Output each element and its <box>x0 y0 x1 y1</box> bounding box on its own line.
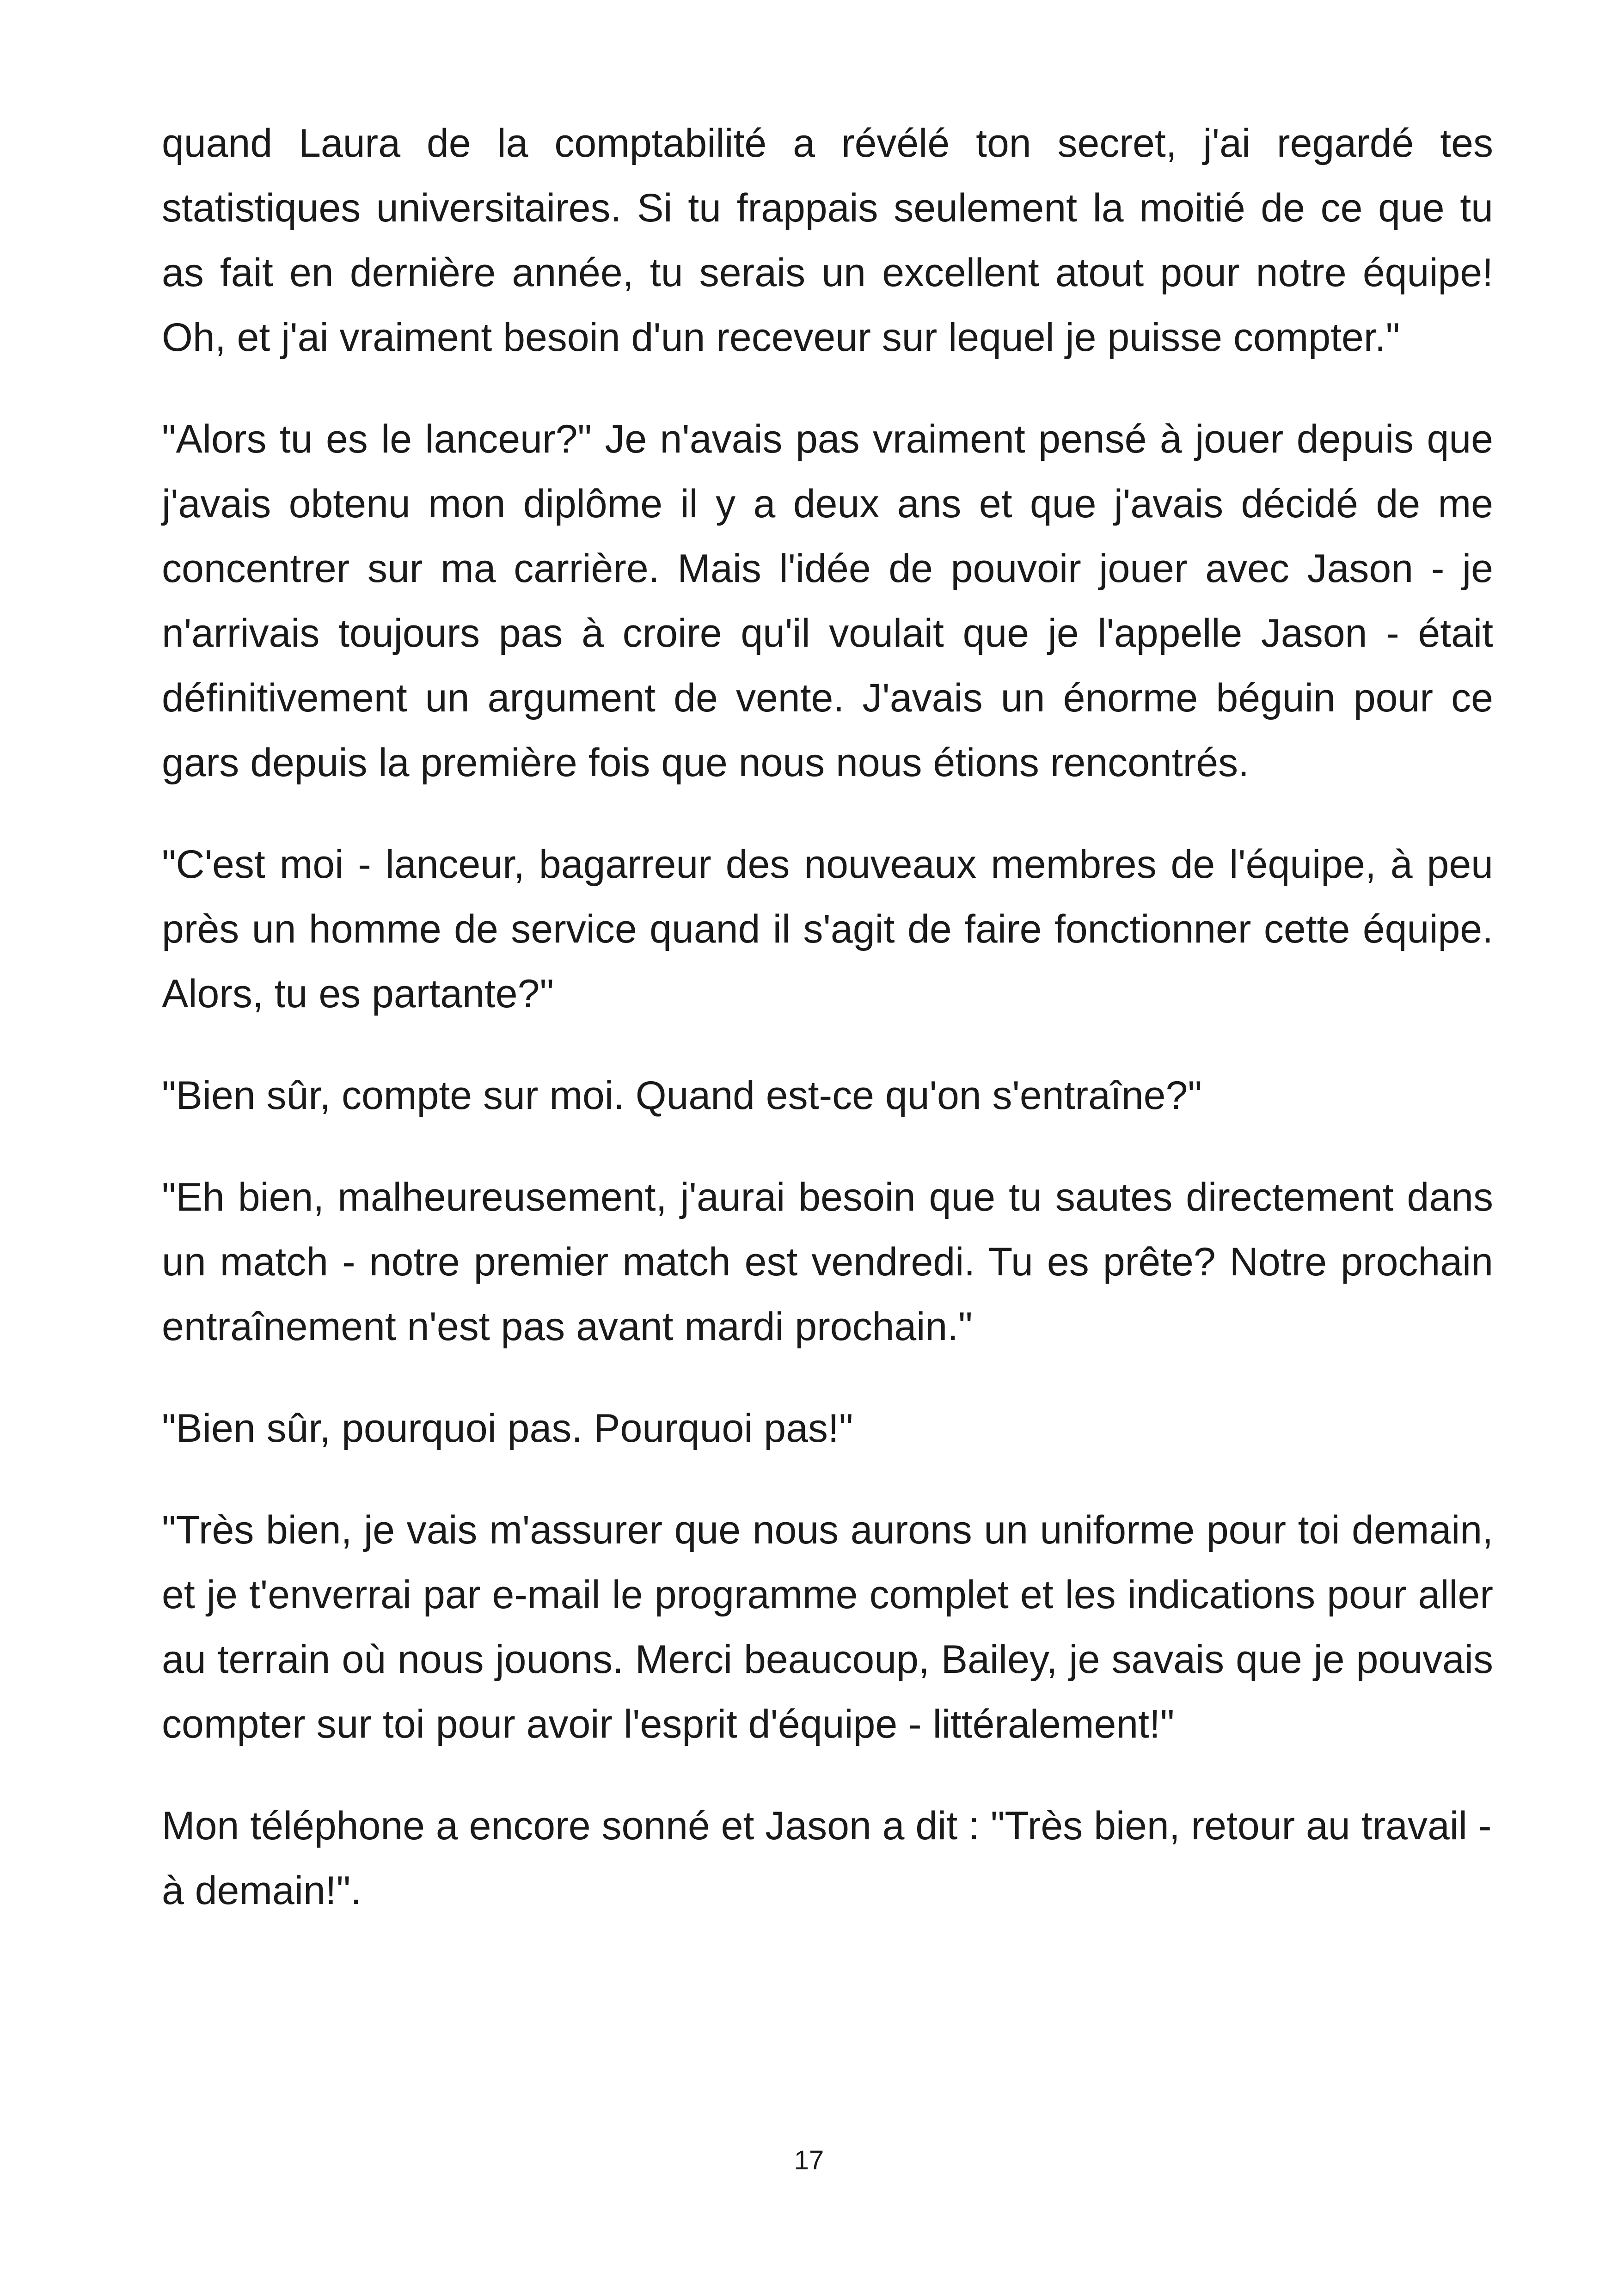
paragraph-7: "Très bien, je vais m'assurer que nous aurons un uniforme pour toi demain, et je t'enverrai par e-mail le programme complet et les indications pour aller au terrain où nous jouons. Merci beaucoup, Bailey, je savais que je pouvais compter sur toi pour avoir l'esprit d'équipe - littéralement!" <box>162 1508 1493 1746</box>
paragraph-6: "Bien sûr, pourquoi pas. Pourquoi pas!" <box>162 1406 853 1451</box>
paragraph-2: "Alors tu es le lanceur?" Je n'avais pas vraiment pensé à jouer depuis que j'avais obtenu mon diplôme il y a deux ans et que j'avais décidé de me concentrer sur ma carrière. Mais l'idée de pouvoir jouer avec Jason - je n'arrivais toujours pas à croire qu'il voulait que je l'appelle Jason - était définitivement un argument de vente. J'avais un énorme béguin pour ce gars depuis la première fois que nous nous étions rencontrés. <box>162 417 1493 785</box>
paragraph-5: "Eh bien, malheureusement, j'aurai besoin que tu sautes directement dans un match - notre premier match est vendredi. Tu es prête? Notre prochain entraînement n'est pas avant mardi prochain." <box>162 1175 1493 1349</box>
paragraph-4: "Bien sûr, compte sur moi. Quand est-ce qu'on s'entraîne?" <box>162 1073 1202 1118</box>
body-text <box>162 111 1493 1960</box>
paragraph-8: Mon téléphone a encore sonné et Jason a dit : "Très bien, retour au travail - à demain!". <box>162 1804 1492 1913</box>
page-number: 17 <box>794 2145 824 2175</box>
paragraph-3: "C'est moi - lanceur, bagarreur des nouveaux membres de l'équipe, à peu près un homme de service quand il s'agit de faire fonctionner cette équipe. Alors, tu es partante?" <box>162 842 1493 1016</box>
paragraph-1: quand Laura de la comptabilité a révélé ton secret, j'ai regardé tes statistiques universitaires. Si tu frappais seulement la moitié de ce que tu as fait en dernière année, tu serais un excellent atout pour notre équipe! Oh, et j'ai vraiment besoin d'un receveur sur lequel je puisse compter." <box>162 121 1493 360</box>
